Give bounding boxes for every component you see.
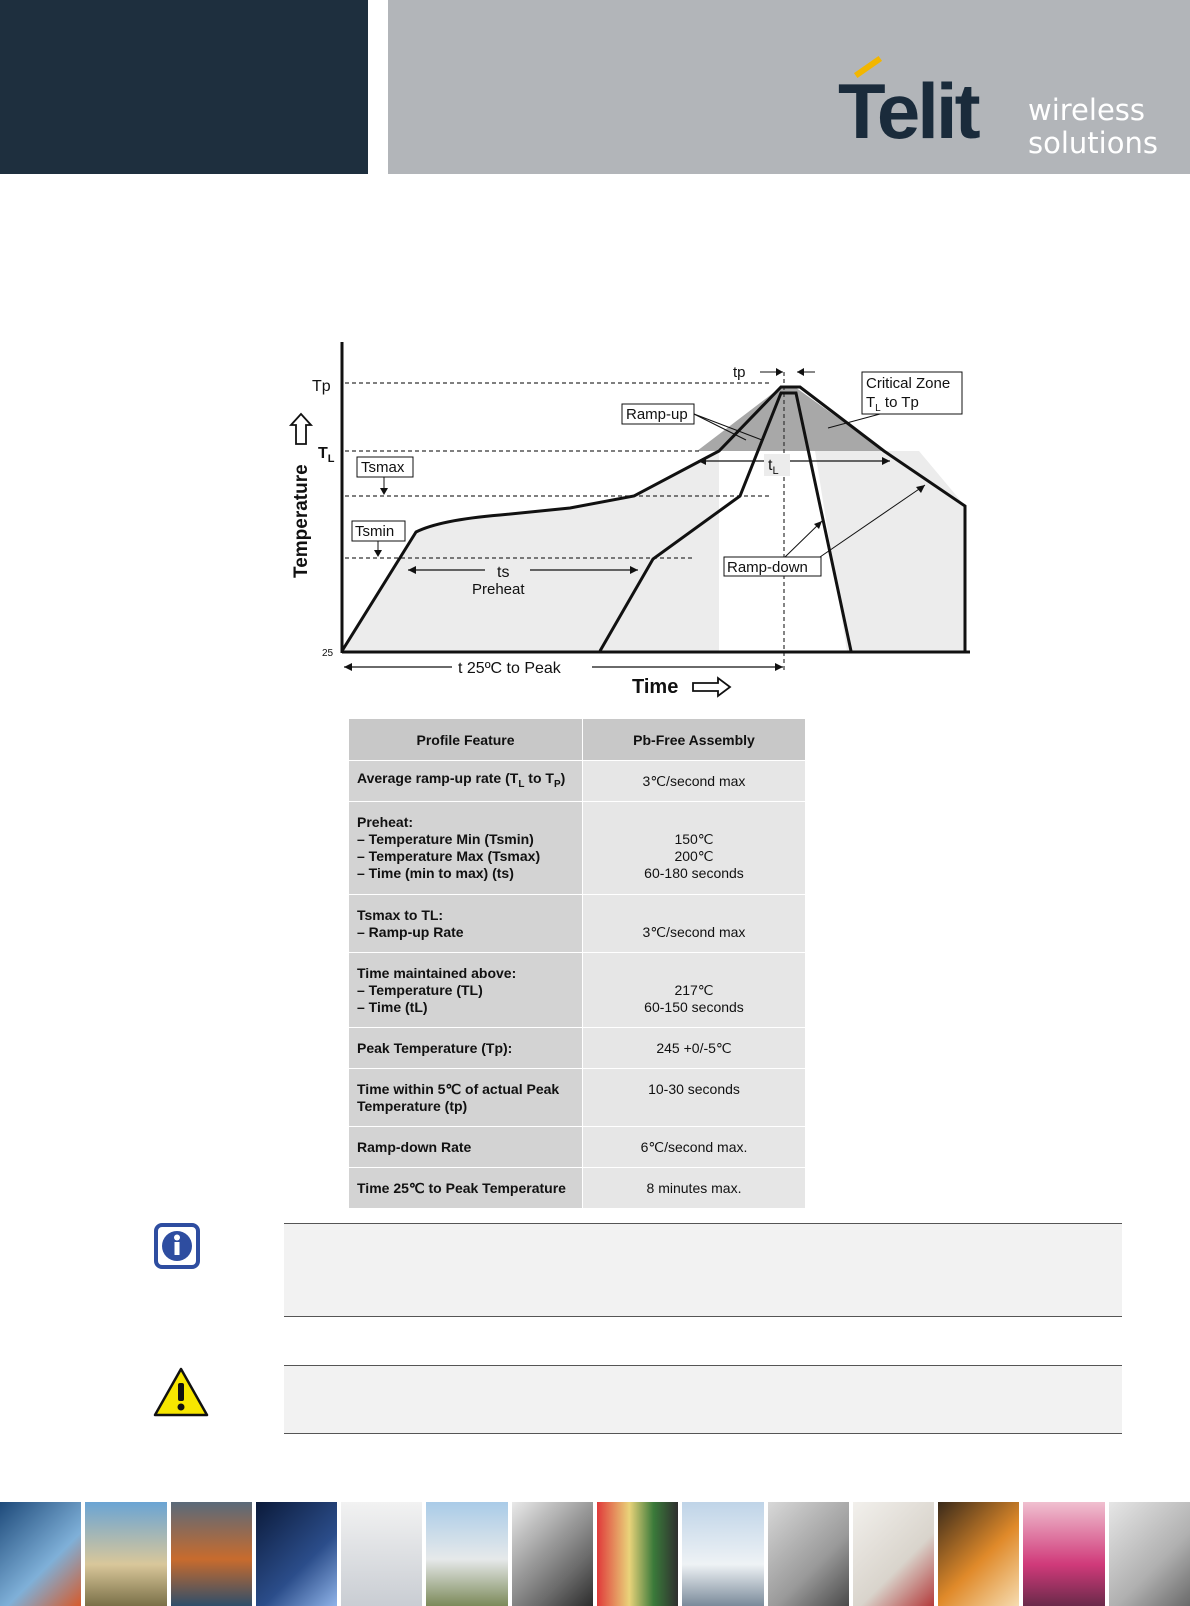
footer-photo <box>171 1502 252 1606</box>
feature-sub: L <box>518 778 525 790</box>
feature-text: – Ramp-up Rate <box>357 923 464 940</box>
feature-cell <box>349 1127 583 1168</box>
reflow-profile-diagram <box>280 335 980 705</box>
tsmin-arrowhead <box>374 550 382 557</box>
value-cell <box>583 802 806 895</box>
footer-photo <box>1109 1502 1190 1606</box>
ramp-up-label: Ramp-up <box>626 406 688 423</box>
logo-tagline-line-2: solutions <box>1028 126 1158 160</box>
area-ramp-down <box>815 451 965 651</box>
start-temp-label: 25 <box>322 648 334 659</box>
feature-cell <box>349 1028 583 1069</box>
table-row <box>349 1168 806 1209</box>
feature-text: Temperature (tp) <box>357 1097 468 1114</box>
value-text: 200℃ <box>674 848 714 864</box>
feature-text: to T <box>524 769 554 786</box>
feature-text: – Temperature (TL) <box>357 981 483 998</box>
tl-level-label <box>318 445 335 465</box>
feature-text: ) <box>560 769 566 786</box>
footer-photo <box>0 1502 81 1606</box>
feature-text: – Temperature Max (Tsmax) <box>357 848 541 864</box>
feature-text: Tsmax to TL: <box>357 906 444 923</box>
feature-text: Preheat: <box>357 814 414 830</box>
value-text: 217℃ <box>674 981 714 998</box>
value-text: 3℃/second max <box>642 772 746 789</box>
table-row <box>349 1069 806 1127</box>
footer-photo <box>768 1502 849 1606</box>
warning-icon <box>152 1366 210 1418</box>
table-row <box>349 761 806 802</box>
footer-photo <box>597 1502 678 1606</box>
x-axis-arrow-icon <box>693 678 730 696</box>
tsmax-arrowhead <box>380 488 388 495</box>
y-axis-arrow-icon <box>291 414 311 444</box>
warning-note-box <box>284 1365 1122 1434</box>
table-row <box>349 1127 806 1168</box>
table-header-row <box>349 719 806 761</box>
info-note-box <box>284 1223 1122 1317</box>
tp-arrowhead-left <box>776 368 783 376</box>
value-text: 60-150 seconds <box>644 998 744 1015</box>
feature-cell <box>349 895 583 953</box>
footer-photo <box>85 1502 166 1606</box>
header-dark-panel <box>0 0 368 174</box>
total-time-arrowhead-left <box>344 663 352 671</box>
feature-text: Time 25℃ to Peak Temperature <box>357 1179 566 1196</box>
tl-level-sub: L <box>327 453 335 465</box>
table-row <box>349 953 806 1028</box>
critical-zone-area <box>697 387 884 451</box>
company-logo: Telit <box>838 67 978 155</box>
value-text: 10-30 seconds <box>648 1081 740 1097</box>
tsmax-label: Tsmax <box>361 459 405 476</box>
feature-cell <box>349 953 583 1028</box>
critical-zone-tl: T <box>866 394 876 411</box>
footer-photo <box>256 1502 337 1606</box>
feature-cell <box>349 1069 583 1127</box>
header-pb-free-assembly: Pb-Free Assembly <box>583 719 806 761</box>
critical-zone-line-1: Critical Zone <box>866 375 951 392</box>
preheat-label: Preheat <box>472 581 525 598</box>
tl-time-main: t <box>768 457 773 474</box>
value-cell <box>583 761 806 802</box>
footer-photo <box>1023 1502 1104 1606</box>
footer-photo <box>938 1502 1019 1606</box>
feature-cell <box>349 761 583 802</box>
footer-image-strip <box>0 1502 1190 1606</box>
feature-sub: P <box>553 778 561 790</box>
feature-text: – Time (tL) <box>357 998 428 1015</box>
total-time-arrowhead-right <box>775 663 783 671</box>
ts-label: ts <box>497 564 510 581</box>
value-cell <box>583 1069 806 1127</box>
feature-text: Average ramp-up rate (T <box>357 769 519 786</box>
table-row <box>349 802 806 895</box>
y-axis-label: Temperature <box>291 464 312 578</box>
footer-photo <box>853 1502 934 1606</box>
footer-photo <box>682 1502 763 1606</box>
feature-text: Peak Temperature (Tp): <box>357 1039 513 1056</box>
logo-tagline <box>1028 94 1158 160</box>
reflow-profile-table <box>348 718 806 1209</box>
feature-cell <box>349 802 583 895</box>
feature-text: Time within 5℃ of actual Peak <box>357 1080 560 1097</box>
value-cell <box>583 895 806 953</box>
footer-photo <box>512 1502 593 1606</box>
feature-cell <box>349 1168 583 1209</box>
info-icon <box>154 1223 200 1269</box>
value-text: 150℃ <box>674 831 714 847</box>
tl-level-main: T <box>318 445 328 462</box>
header-profile-feature: Profile Feature <box>349 719 583 761</box>
value-text: 245 +0/-5℃ <box>656 1039 732 1056</box>
x-axis-label: Time <box>632 676 679 698</box>
logo-tagline-line-1: wireless <box>1028 93 1146 127</box>
tp-time-label: tp <box>733 364 746 381</box>
footer-photo <box>341 1502 422 1606</box>
tl-time-sub: L <box>772 465 779 477</box>
ramp-down-label: Ramp-down <box>727 559 808 576</box>
value-text: 60-180 seconds <box>644 865 744 881</box>
value-text: 3℃/second max <box>642 923 746 940</box>
value-text: 6℃/second max. <box>640 1138 748 1155</box>
value-text: 8 minutes max. <box>646 1179 742 1196</box>
total-time-label: t 25ºC to Peak <box>458 660 561 677</box>
footer-photo <box>426 1502 507 1606</box>
feature-text: – Temperature Min (Tsmin) <box>357 831 534 847</box>
critical-zone-rest: to Tp <box>880 394 919 411</box>
tp-arrowhead-right <box>797 368 804 376</box>
feature-text: Time maintained above: <box>357 964 517 981</box>
table-row <box>349 895 806 953</box>
table-row <box>349 1028 806 1069</box>
value-cell <box>583 1168 806 1209</box>
value-cell <box>583 1127 806 1168</box>
value-cell <box>583 953 806 1028</box>
tsmin-label: Tsmin <box>355 523 395 540</box>
value-cell <box>583 1028 806 1069</box>
feature-text: – Time (min to max) (ts) <box>357 865 514 881</box>
tp-level-label: Tp <box>312 378 331 395</box>
feature-text: Ramp-down Rate <box>357 1138 472 1155</box>
critical-zone-tl-sub: L <box>875 403 881 414</box>
